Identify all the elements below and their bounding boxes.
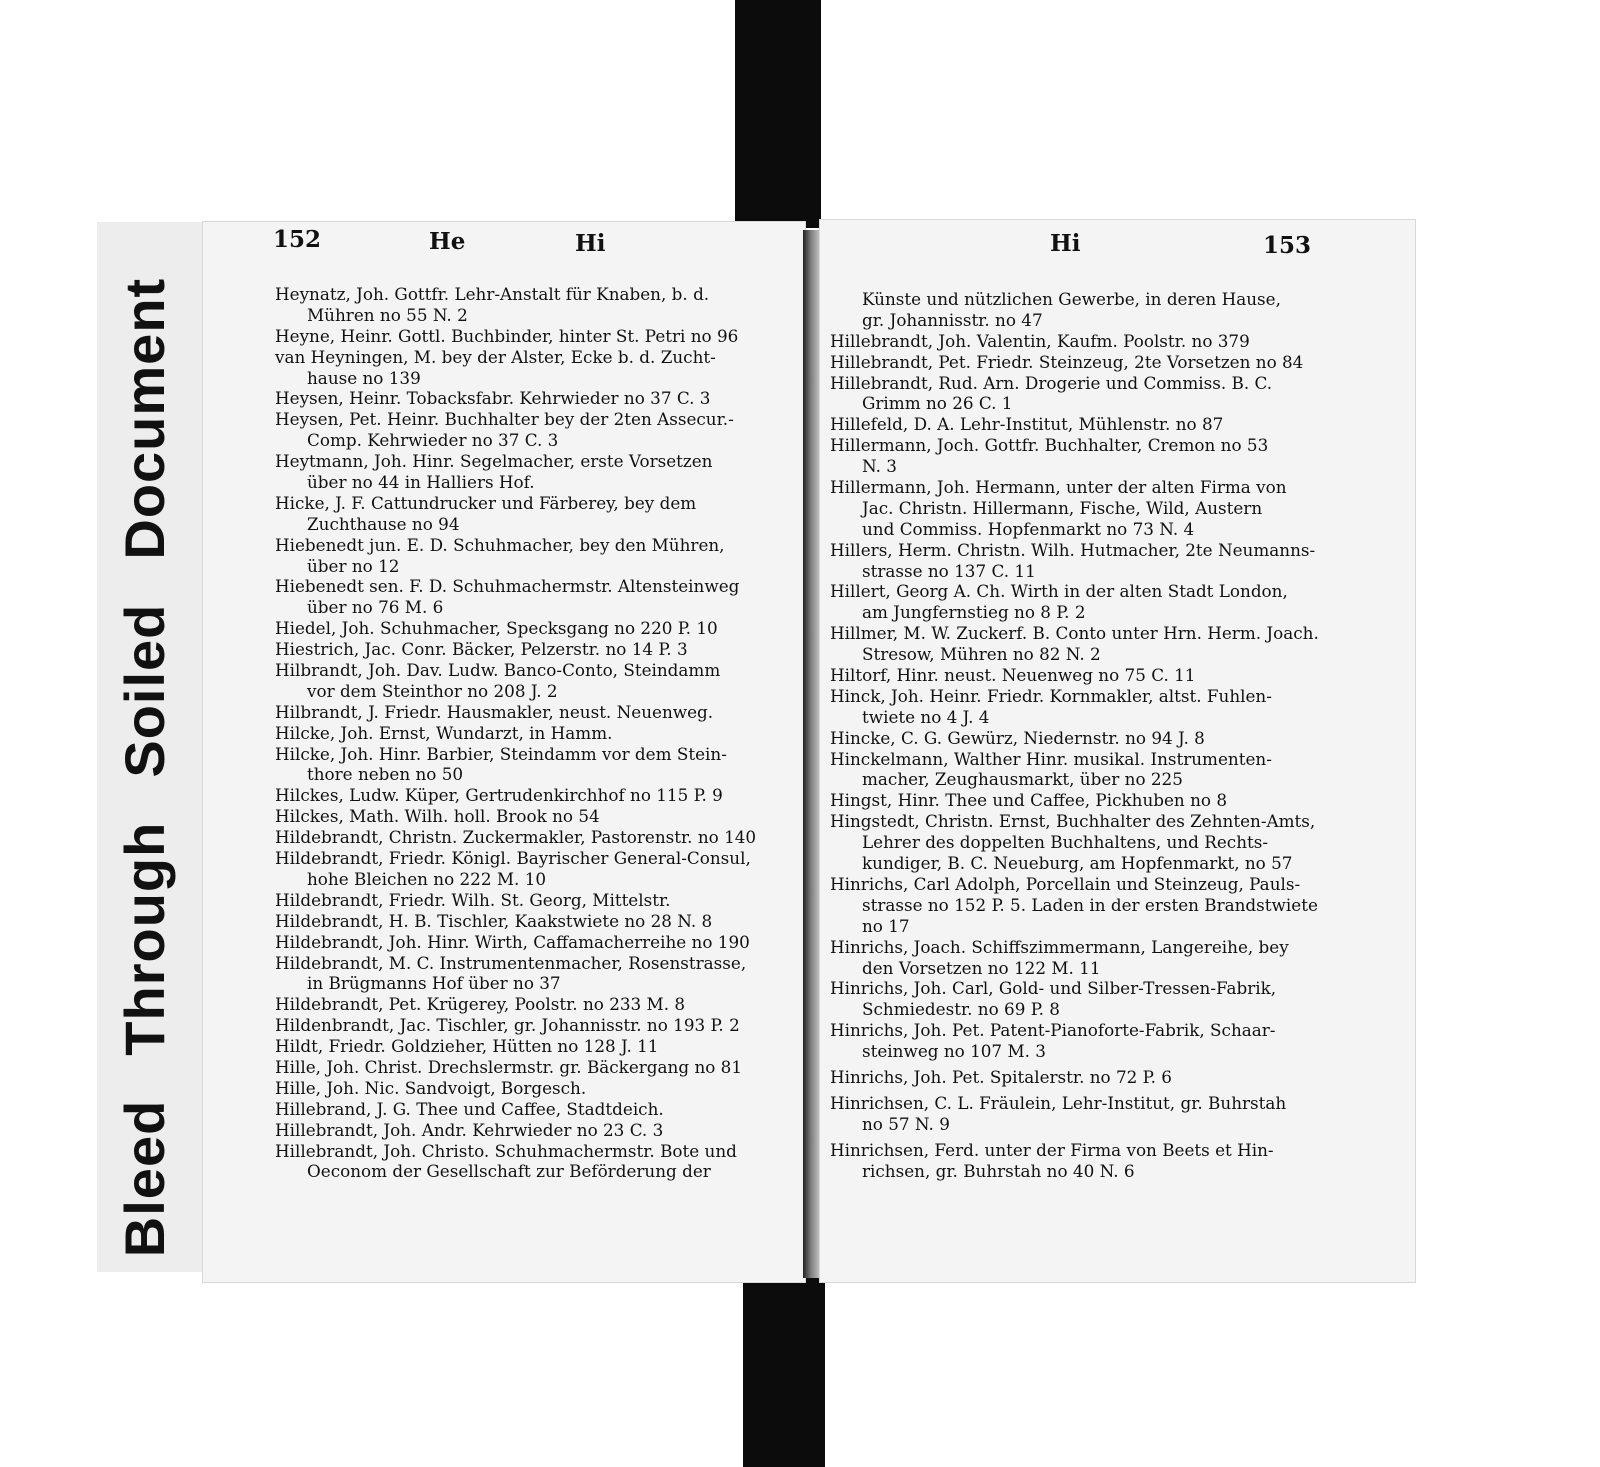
entry-line: Grimm no 26 C. 1	[862, 393, 1013, 414]
right-running-head: Hi	[1050, 230, 1081, 257]
entry-line: in Brügmanns Hof über no 37	[307, 973, 561, 994]
entry-line: Hillebrandt, Rud. Arn. Drogerie und Commiss. B. C.	[830, 372, 1273, 393]
entry-line: Hillmer, M. W. Zuckerf. B. Conto unter Hrn. Herm. Joach.	[830, 623, 1319, 644]
right-page	[820, 220, 1415, 1282]
entry-line: Hildebrandt, M. C. Instrumentenmacher, Rosenstrasse,	[275, 952, 747, 973]
entry-line: hause no 139	[307, 367, 421, 388]
left-entries	[275, 284, 795, 1182]
entry-line: über no 76 M. 6	[307, 597, 444, 618]
entry-line: Hille, Joh. Christ. Drechslermstr. gr. Bäckergang no 81	[275, 1056, 743, 1077]
entry-line: Hillebrandt, Joh. Valentin, Kaufm. Poolstr. no 379	[830, 330, 1250, 351]
entry-line: no 17	[862, 915, 910, 936]
left-running-head-2: Hi	[575, 230, 606, 257]
entry-line: twiete no 4 J. 4	[862, 706, 990, 727]
entry-line: Hildt, Friedr. Goldzieher, Hütten no 128 J. 11	[275, 1036, 659, 1057]
entry-line: Hildebrandt, Christn. Zuckermakler, Pastorenstr. no 140	[275, 827, 757, 848]
entry-line: über no 12	[307, 555, 400, 576]
entry-line: Hildebrandt, Friedr. Königl. Bayrischer General-Consul,	[275, 848, 751, 869]
entry-line: Hinrichs, Joh. Pet. Patent-Pianoforte-Fabrik, Schaar-	[830, 1020, 1276, 1041]
entry-line: Heyne, Heinr. Gottl. Buchbinder, hinter St. Petri no 96	[275, 325, 739, 346]
entry-line: Künste und nützlichen Gewerbe, in deren Hause,	[862, 289, 1281, 309]
entry-line: Hillermann, Joch. Gottfr. Buchhalter, Cremon no 53	[830, 435, 1269, 456]
entry-line: Hilbrandt, Joh. Dav. Ludw. Banco-Conto, Steindamm	[275, 660, 721, 681]
entry-line: Hillebrandt, Pet. Friedr. Steinzeug, 2te Vorsetzen no 84	[830, 351, 1304, 372]
entry-line: van Heyningen, M. bey der Alster, Ecke b. d. Zucht-	[275, 346, 716, 367]
entry-line: strasse no 137 C. 11	[862, 560, 1036, 581]
entry-line: Hilckes, Ludw. Küper, Gertrudenkirchhof no 115 P. 9	[275, 785, 723, 806]
entry-line: Hinckelmann, Walther Hinr. musikal. Instrumenten-	[830, 748, 1272, 769]
entry-line: Hiebenedt jun. E. D. Schuhmacher, bey den Mühren,	[275, 534, 725, 555]
entry-line: Hicke, J. F. Cattundrucker und Färberey, bey dem	[275, 492, 697, 513]
book-gutter	[803, 230, 821, 1278]
entry-line: Hildebrandt, H. B. Tischler, Kaakstwiete no 28 N. 8	[275, 910, 713, 931]
entry-line: Hiltorf, Hinr. neust. Neuenweg no 75 C. 11	[830, 665, 1196, 686]
entry-line: Hinrichsen, C. L. Fräulein, Lehr-Institut, gr. Buhrstah	[830, 1092, 1287, 1113]
entry-line: Hillers, Herm. Christn. Wilh. Hutmacher, 2te Neumanns-	[830, 539, 1316, 560]
entry-line: steinweg no 107 M. 3	[862, 1041, 1046, 1062]
label-word-soiled: Soiled	[113, 603, 177, 778]
entry-line: Hiebenedt sen. F. D. Schuhmachermstr. Altensteinweg	[275, 576, 740, 597]
entry-line: Hinrichs, Carl Adolph, Porcellain und Steinzeug, Pauls-	[830, 873, 1301, 894]
entry-line: Oeconom der Gesellschaft zur Beförderung der	[307, 1161, 711, 1182]
entry-line: N. 3	[862, 456, 897, 477]
entry-line: und Commiss. Hopfenmarkt no 73 N. 4	[862, 518, 1195, 539]
entry-line: Hinrichs, Joh. Carl, Gold- und Silber-Tressen-Fabrik,	[830, 978, 1277, 999]
entry-line: Schmiedestr. no 69 P. 8	[862, 999, 1060, 1020]
entry-line: kundiger, B. C. Neueburg, am Hopfenmarkt, no 57	[862, 853, 1293, 874]
entry-line: thore neben no 50	[307, 764, 464, 785]
entry-line: Hilbrandt, J. Friedr. Hausmakler, neust. Neuenweg.	[275, 701, 714, 722]
left-page	[203, 222, 805, 1282]
entry-line: hohe Bleichen no 222 M. 10	[307, 868, 547, 889]
label-word-bleed: Bleed	[113, 1099, 177, 1257]
entry-line: Heynatz, Joh. Gottfr. Lehr-Anstalt für Knaben, b. d.	[275, 284, 710, 304]
label-word-through: Through	[113, 821, 177, 1056]
entry-line: richsen, gr. Buhrstah no 40 N. 6	[862, 1160, 1135, 1181]
entry-line: Hincke, C. G. Gewürz, Niedernstr. no 94 J. 8	[830, 727, 1205, 748]
entry-line: Hillebrandt, Joh. Christo. Schuhmachermstr. Bote und	[275, 1140, 737, 1161]
entry-line: Heytmann, Joh. Hinr. Segelmacher, erste Vorsetzen	[275, 451, 713, 472]
entry-line: Zuchthause no 94	[307, 513, 460, 534]
entry-line: macher, Zeughausmarkt, über no 225	[862, 769, 1183, 790]
right-entries	[830, 289, 1410, 1181]
entry-line: Hildenbrandt, Jac. Tischler, gr. Johannisstr. no 193 P. 2	[275, 1015, 740, 1036]
entry-line: Hingstedt, Christn. Ernst, Buchhalter des Zehnten-Amts,	[830, 811, 1316, 832]
entry-line: am Jungfernstieg no 8 P. 2	[862, 602, 1086, 623]
entry-line: Hillebrand, J. G. Thee und Caffee, Stadtdeich.	[275, 1098, 664, 1119]
entry-line: Hiedel, Joh. Schuhmacher, Specksgang no 220 P. 10	[275, 618, 718, 639]
label-word-document: Document	[113, 277, 177, 560]
entry-line: no 57 N. 9	[862, 1113, 950, 1134]
entry-line: Hillefeld, D. A. Lehr-Institut, Mühlenstr. no 87	[830, 414, 1224, 435]
entry-line: Hinrichs, Joh. Pet. Spitalerstr. no 72 P. 6	[830, 1066, 1172, 1087]
entry-line: Comp. Kehrwieder no 37 C. 3	[307, 430, 559, 451]
entry-line: Hildebrandt, Pet. Krügerey, Poolstr. no 233 M. 8	[275, 994, 686, 1015]
entry-line: Hildebrandt, Joh. Hinr. Wirth, Caffamacherreihe no 190	[275, 931, 750, 952]
entry-line: Hilckes, Math. Wilh. holl. Brook no 54	[275, 806, 600, 827]
entry-line: den Vorsetzen no 122 M. 11	[862, 957, 1101, 978]
entry-line: strasse no 152 P. 5. Laden in der ersten Brandstwiete	[862, 894, 1318, 915]
entry-line: Hildebrandt, Friedr. Wilh. St. Georg, Mittelstr.	[275, 889, 671, 910]
left-page-number: 152	[273, 226, 322, 253]
right-page-number: 153	[1263, 232, 1312, 259]
entry-line: vor dem Steinthor no 208 J. 2	[307, 680, 558, 701]
condition-label	[110, 262, 180, 1272]
entry-line: Stresow, Mühren no 82 N. 2	[862, 644, 1101, 665]
entry-line: Heysen, Pet. Heinr. Buchhalter bey der 2ten Assecur.-	[275, 409, 734, 430]
spine-tape-bottom	[743, 1278, 825, 1467]
entry-line: Hiestrich, Jac. Conr. Bäcker, Pelzerstr. no 14 P. 3	[275, 639, 688, 660]
entry-line: Heysen, Heinr. Tobacksfabr. Kehrwieder no 37 C. 3	[275, 388, 711, 409]
left-running-head-1: He	[429, 228, 466, 255]
entry-line: Jac. Christn. Hillermann, Fische, Wild, Austern	[862, 497, 1263, 518]
entry-line: über no 44 in Halliers Hof.	[307, 472, 535, 493]
entry-line: Hillebrandt, Joh. Andr. Kehrwieder no 23 C. 3	[275, 1119, 664, 1140]
entry-line: Lehrer des doppelten Buchhaltens, und Rechts-	[862, 832, 1269, 853]
entry-line: gr. Johannisstr. no 47	[862, 309, 1043, 330]
entry-line: Hinck, Joh. Heinr. Friedr. Kornmakler, altst. Fuhlen-	[830, 685, 1272, 706]
entry-line: Hinrichs, Joach. Schiffszimmermann, Langereihe, bey	[830, 936, 1289, 957]
entry-line: Hilcke, Joh. Ernst, Wundarzt, in Hamm.	[275, 722, 613, 743]
entry-line: Hinrichsen, Ferd. unter der Firma von Beets et Hin-	[830, 1139, 1274, 1160]
entry-line: Hingst, Hinr. Thee und Caffee, Pickhuben no 8	[830, 790, 1227, 811]
entry-line: Hillert, Georg A. Ch. Wirth in der alten Stadt London,	[830, 581, 1288, 602]
spine-tape-top	[735, 0, 821, 228]
entry-line: Hillermann, Joh. Hermann, unter der alten Firma von	[830, 477, 1287, 498]
entry-line: Hilcke, Joh. Hinr. Barbier, Steindamm vor dem Stein-	[275, 743, 727, 764]
entry-line: Hille, Joh. Nic. Sandvoigt, Borgesch.	[275, 1077, 587, 1098]
entry-line: Mühren no 55 N. 2	[307, 304, 468, 325]
